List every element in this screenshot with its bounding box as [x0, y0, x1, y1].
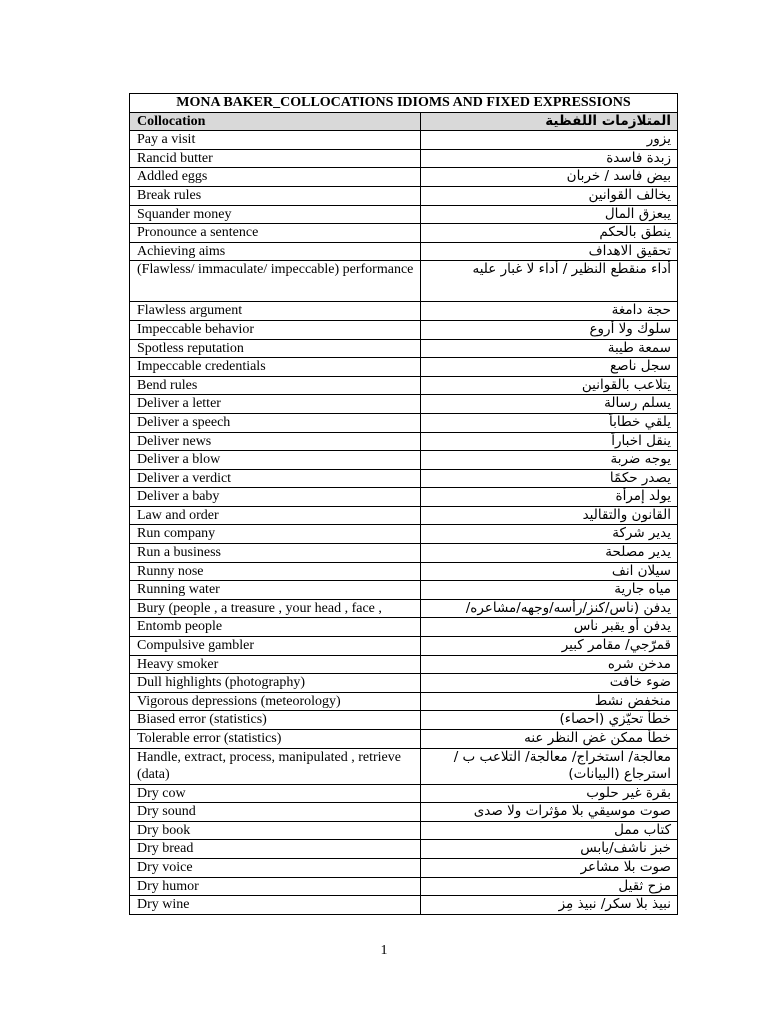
collocation-english: Achieving aims — [130, 242, 421, 261]
table-row — [130, 711, 678, 730]
collocation-arabic: ضوء خافت — [421, 674, 678, 693]
collocation-english: Tolerable error (statistics) — [130, 730, 421, 749]
header-arabic: المتلازمات اللفظية — [421, 112, 678, 131]
table-row — [130, 488, 678, 507]
table-row — [130, 261, 678, 302]
collocation-arabic: ينقل اخباراً — [421, 432, 678, 451]
table-row — [130, 840, 678, 859]
collocation-english: Deliver a speech — [130, 413, 421, 432]
collocation-arabic: يزور — [421, 131, 678, 150]
table-row — [130, 525, 678, 544]
collocation-arabic: بيض فاسد / خربان — [421, 168, 678, 187]
collocation-english: Vigorous depressions (meteorology) — [130, 692, 421, 711]
collocation-english: Runny nose — [130, 562, 421, 581]
collocation-english: Break rules — [130, 186, 421, 205]
table-row — [130, 748, 678, 784]
collocation-english: Dry bread — [130, 840, 421, 859]
collocation-english: Dry sound — [130, 803, 421, 822]
collocation-english: Running water — [130, 581, 421, 600]
collocation-arabic: خطأ تحيّزي (احصاء) — [421, 711, 678, 730]
collocation-arabic: خبز ناشف/يابس — [421, 840, 678, 859]
collocation-english: (Flawless/ immaculate/ impeccable) performance — [130, 261, 421, 302]
collocation-arabic: سلوك ولا أروع — [421, 320, 678, 339]
collocation-arabic: معالجة/ استخراج/ معالجة/ التلاعب ب / استرجاع (البيانات) — [421, 748, 678, 784]
collocation-arabic: بقرة غير حلوب — [421, 784, 678, 803]
collocation-english: Entomb people — [130, 618, 421, 637]
collocation-english: Squander money — [130, 205, 421, 224]
title-row — [130, 94, 678, 113]
collocation-english: Dry cow — [130, 784, 421, 803]
table-row — [130, 376, 678, 395]
collocation-arabic: يصدر حكمًا — [421, 469, 678, 488]
collocation-arabic: زبدة فاسدة — [421, 149, 678, 168]
collocation-arabic: خطأ ممكن غض النظر عنه — [421, 730, 678, 749]
table-row — [130, 224, 678, 243]
table-row — [130, 469, 678, 488]
table-row — [130, 131, 678, 150]
table-row — [130, 581, 678, 600]
table-row — [130, 168, 678, 187]
table-row — [130, 186, 678, 205]
collocation-english: Impeccable credentials — [130, 358, 421, 377]
table-row — [130, 730, 678, 749]
collocation-english: Dry book — [130, 821, 421, 840]
collocation-arabic: أداء منقطع النظير / أداء لا غبار عليه — [421, 261, 678, 302]
collocation-arabic: سجل ناصع — [421, 358, 678, 377]
collocation-arabic: يدفن أو يقبر ناس — [421, 618, 678, 637]
table-row — [130, 339, 678, 358]
collocation-arabic: صوت موسيقي بلا مؤثرات ولا صدى — [421, 803, 678, 822]
collocations-table — [129, 93, 678, 915]
collocation-arabic: يسلم رسالة — [421, 395, 678, 414]
table-row — [130, 877, 678, 896]
table-row — [130, 896, 678, 915]
collocation-english: Run company — [130, 525, 421, 544]
collocation-arabic: كتاب ممل — [421, 821, 678, 840]
table-row — [130, 432, 678, 451]
collocation-arabic: نبيذ بلا سكر/ نبيذ مِز — [421, 896, 678, 915]
collocation-arabic: مدخن شره — [421, 655, 678, 674]
collocation-arabic: ينطق بالحكم — [421, 224, 678, 243]
table-row — [130, 674, 678, 693]
collocation-english: Dry voice — [130, 858, 421, 877]
collocation-english: Impeccable behavior — [130, 320, 421, 339]
collocation-arabic: مياه جارية — [421, 581, 678, 600]
collocation-english: Deliver a blow — [130, 451, 421, 470]
collocation-english: Dry wine — [130, 896, 421, 915]
table-row — [130, 205, 678, 224]
table-row — [130, 242, 678, 261]
collocation-english: Run a business — [130, 544, 421, 563]
collocation-english: Compulsive gambler — [130, 637, 421, 656]
table-body — [130, 94, 678, 915]
collocation-english: Addled eggs — [130, 168, 421, 187]
table-row — [130, 544, 678, 563]
collocation-english: Deliver a verdict — [130, 469, 421, 488]
header-row — [130, 112, 678, 131]
table-row — [130, 618, 678, 637]
collocation-english: Handle, extract, process, manipulated , retrieve (data) — [130, 748, 421, 784]
collocation-arabic: سمعة طيبة — [421, 339, 678, 358]
collocation-arabic: يخالف القوانين — [421, 186, 678, 205]
collocation-arabic: قمرّجي/ مقامر كبير — [421, 637, 678, 656]
table-row — [130, 803, 678, 822]
collocation-english: Rancid butter — [130, 149, 421, 168]
collocation-english: Bury (people , a treasure , your head , face , — [130, 599, 421, 618]
collocation-arabic: سيلان انف — [421, 562, 678, 581]
collocation-english: Deliver news — [130, 432, 421, 451]
table-row — [130, 692, 678, 711]
table-row — [130, 562, 678, 581]
table-row — [130, 302, 678, 321]
collocation-english: Dull highlights (photography) — [130, 674, 421, 693]
table-title: MONA BAKER_COLLOCATIONS IDIOMS AND FIXED EXPRESSIONS — [130, 94, 678, 113]
table-row — [130, 358, 678, 377]
collocation-arabic: يدير شركة — [421, 525, 678, 544]
table-row — [130, 637, 678, 656]
collocation-arabic: يولد إمرأة — [421, 488, 678, 507]
collocation-arabic: يبعزق المال — [421, 205, 678, 224]
collocation-arabic: صوت بلا مشاعر — [421, 858, 678, 877]
page-number: 1 — [380, 943, 388, 958]
collocation-english: Pay a visit — [130, 131, 421, 150]
collocation-english: Deliver a letter — [130, 395, 421, 414]
collocation-english: Law and order — [130, 506, 421, 525]
collocation-arabic: يلقي خطاباً — [421, 413, 678, 432]
collocation-english: Bend rules — [130, 376, 421, 395]
table-row — [130, 858, 678, 877]
collocation-arabic: مزح ثقيل — [421, 877, 678, 896]
collocation-arabic: يتلاعب بالقوانين — [421, 376, 678, 395]
table-row — [130, 451, 678, 470]
collocation-english: Heavy smoker — [130, 655, 421, 674]
collocation-arabic: يدفن (ناس/كنز/رأسه/وجهه/مشاعره/ — [421, 599, 678, 618]
collocation-english: Flawless argument — [130, 302, 421, 321]
table-row — [130, 784, 678, 803]
table-row — [130, 655, 678, 674]
collocation-arabic: يوجه ضربة — [421, 451, 678, 470]
collocation-english: Dry humor — [130, 877, 421, 896]
collocation-english: Deliver a baby — [130, 488, 421, 507]
collocation-english: Spotless reputation — [130, 339, 421, 358]
collocation-arabic: تحقيق الاهداف — [421, 242, 678, 261]
table-row — [130, 395, 678, 414]
header-english: Collocation — [130, 112, 421, 131]
table-row — [130, 506, 678, 525]
table-row — [130, 413, 678, 432]
collocation-arabic: يدير مصلحة — [421, 544, 678, 563]
table-row — [130, 599, 678, 618]
table-row — [130, 821, 678, 840]
collocation-arabic: القانون والتقاليد — [421, 506, 678, 525]
table-row — [130, 320, 678, 339]
table-row — [130, 149, 678, 168]
collocation-arabic: حجة دامغة — [421, 302, 678, 321]
collocation-arabic: منخفض نشط — [421, 692, 678, 711]
collocation-english: Pronounce a sentence — [130, 224, 421, 243]
collocation-english: Biased error (statistics) — [130, 711, 421, 730]
